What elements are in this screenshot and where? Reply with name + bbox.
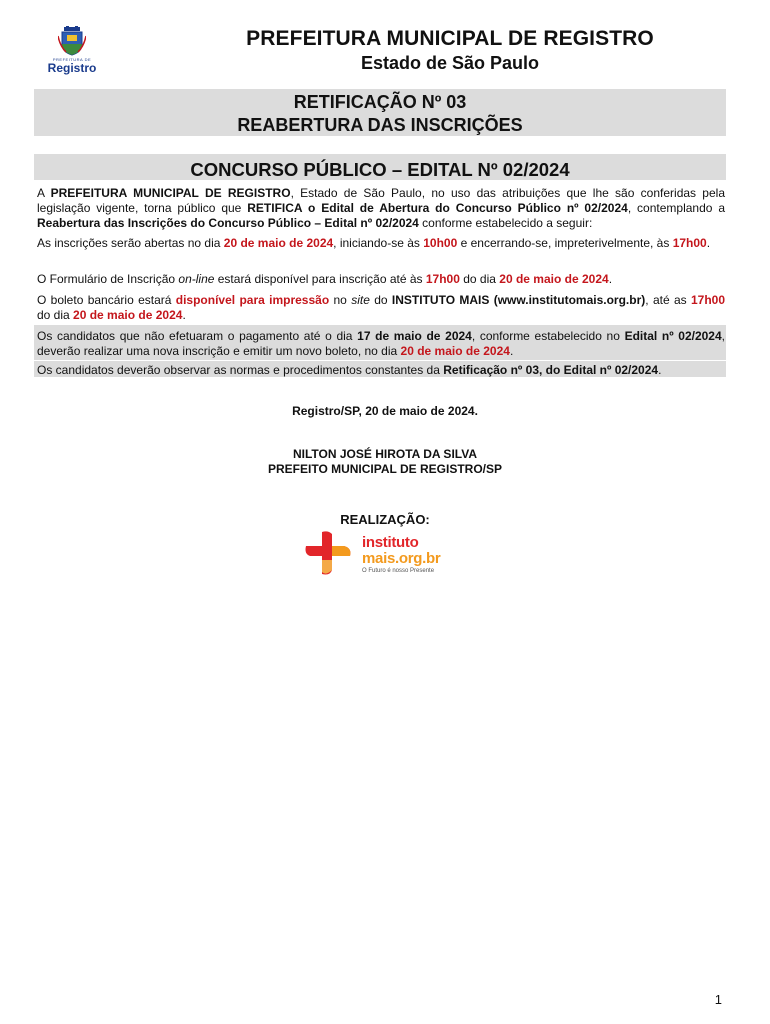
bold-text: 17 de maio de 2024	[357, 329, 472, 343]
highlight-date: 20 de maio de 2024	[73, 308, 183, 322]
heading-reabertura: REABERTURA DAS INSCRIÇÕES	[237, 115, 523, 135]
bold-text: Reabertura das Inscrições do Concurso Público – Edital nº 02/2024	[37, 216, 419, 230]
logo-word-mais: mais.org.br	[362, 550, 441, 567]
text: conforme estabelecido a seguir:	[418, 216, 593, 230]
paragraph-formulario	[37, 272, 725, 287]
registro-logo	[42, 26, 102, 82]
text: , deverão realizar uma nova inscrição e emitir um novo boleto, no dia	[37, 329, 726, 358]
bold-text: RETIFICA o Edital de Abertura do Concurso Público nº 02/2024	[247, 201, 628, 215]
highlight-date: 20 de maio de 2024	[223, 236, 334, 250]
text: estará disponível para inscrição até às	[214, 272, 426, 286]
signatory-role: PREFEITO MUNICIPAL DE REGISTRO/SP	[267, 462, 503, 476]
highlight-time: 10h00	[423, 236, 458, 250]
text: e encerrando-se, impreterivelmente, às	[457, 236, 673, 250]
logo-word: Registro	[47, 61, 97, 75]
highlight-date: 20 de maio de 2024	[400, 344, 510, 358]
text: Os candidatos que não efetuaram o pagamento até o dia	[37, 329, 358, 343]
bold-text: Edital nº 02/2024	[624, 329, 722, 343]
instituto-mais-logo	[304, 530, 464, 578]
text: , até as	[645, 293, 691, 307]
text: no	[329, 293, 352, 307]
text: Os candidatos deverão observar as normas e procedimentos constantes da	[37, 363, 444, 377]
signatory-name: NILTON JOSÉ HIROTA DA SILVA	[292, 447, 477, 461]
text: .	[706, 236, 711, 250]
highlight-time: 17h00	[672, 236, 707, 250]
instituto-mais-plus-icon	[304, 530, 356, 576]
date-line: Registro/SP, 20 de maio de 2024.	[292, 404, 478, 418]
text: A	[37, 186, 51, 200]
logo-word-instituto: instituto	[362, 534, 419, 551]
paragraph-inscricoes	[37, 236, 725, 251]
logo-small-text: PREFEITURA DE	[52, 57, 92, 62]
heading-retificacao: RETIFICAÇÃO Nº 03	[293, 92, 467, 112]
website-link[interactable]: INSTITUTO MAIS (www.institutomais.org.br)	[391, 293, 646, 307]
text: O boleto bancário estará	[37, 293, 176, 307]
text: do dia	[37, 308, 74, 322]
logo-slogan: O Futuro é nosso Presente	[362, 568, 435, 574]
text: As inscrições serão abertas no dia	[37, 236, 224, 250]
text: O Formulário de Inscrição	[37, 272, 179, 286]
text: do dia	[459, 272, 500, 286]
highlight-date: 20 de maio de 2024	[499, 272, 609, 286]
text: , contemplando a	[627, 201, 725, 215]
heading-concurso: CONCURSO PÚBLICO – EDITAL Nº 02/2024	[190, 159, 570, 180]
highlight-time: 17h00	[425, 272, 460, 286]
text: , Estado de São Paulo, no uso das atribuições que lhe são conferidas pela legislação vigente, torna público que	[37, 186, 725, 215]
paragraph-boleto	[37, 293, 725, 323]
text: , conforme estabelecido no	[471, 329, 625, 343]
paragraph-intro	[37, 186, 725, 231]
highlight-text: disponível para impressão	[175, 293, 330, 307]
text: .	[509, 344, 514, 358]
text: .	[608, 272, 613, 286]
bold-text: PREFEITURA MUNICIPAL DE REGISTRO	[50, 186, 291, 200]
page-title: PREFEITURA MUNICIPAL DE REGISTRO	[246, 27, 654, 50]
bold-text: Retificação nº 03, do Edital nº 02/2024	[443, 363, 659, 377]
paragraph-pagamento	[37, 329, 725, 359]
italic-text: on-line	[178, 272, 215, 286]
highlight-time: 17h00	[690, 293, 726, 307]
text: .	[658, 363, 662, 377]
text: .	[182, 308, 186, 322]
coat-of-arms-icon	[58, 26, 86, 56]
realizacao-label: REALIZAÇÃO:	[340, 512, 430, 527]
paragraph-normas	[37, 363, 725, 378]
italic-text: site	[351, 293, 370, 307]
text: , iniciando-se às	[333, 236, 424, 250]
text: do	[369, 293, 392, 307]
page-subtitle: Estado de São Paulo	[360, 53, 540, 73]
page-number: 1	[714, 992, 722, 1007]
